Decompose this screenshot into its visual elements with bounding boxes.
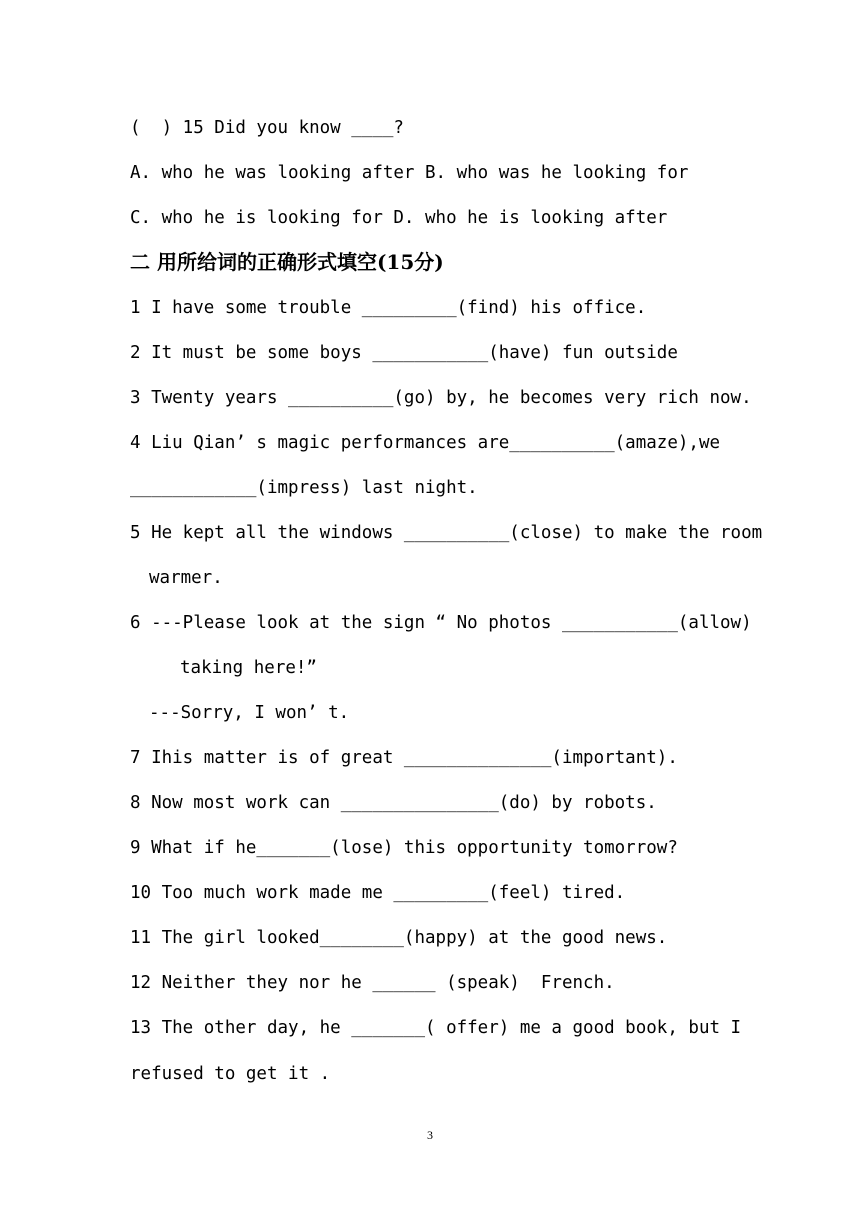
fill-item-11: 11 The girl looked________(happy) at the good news. xyxy=(130,928,668,948)
question-15-options-ab: A. who he was looking after B. who was he looking for xyxy=(130,163,689,183)
fill-item-13-continued: refused to get it . xyxy=(130,1064,331,1084)
fill-item-4: 4 Liu Qian’ s magic performances are__________(amaze),we xyxy=(130,433,721,453)
fill-item-1: 1 I have some trouble _________(find) his office. xyxy=(130,298,647,318)
fill-item-13: 13 The other day, he _______( offer) me a good book, but I xyxy=(130,1018,742,1038)
question-15-options-cd: C. who he is looking for D. who he is looking after xyxy=(130,208,668,228)
fill-item-6-reply: ---Sorry, I won’ t. xyxy=(149,703,350,723)
page-number: 3 xyxy=(427,1128,433,1142)
fill-item-9: 9 What if he_______(lose) this opportunity tomorrow? xyxy=(130,838,678,858)
fill-item-4-continued: ____________(impress) last night. xyxy=(130,478,478,498)
fill-item-12: 12 Neither they nor he ______ (speak) French. xyxy=(130,973,615,993)
fill-item-6: 6 ---Please look at the sign “ No photos ___________(allow) xyxy=(130,613,752,633)
fill-item-7: 7 Ihis matter is of great ______________(important). xyxy=(130,748,678,768)
fill-item-5: 5 He kept all the windows __________(close) to make the room xyxy=(130,523,763,543)
question-15: ( ) 15 Did you know ____? xyxy=(130,118,404,138)
fill-item-5-continued: warmer. xyxy=(149,568,223,588)
section-heading: 二 用所给词的正确形式填空(15分) xyxy=(130,250,444,274)
fill-item-6-continued: taking here!” xyxy=(180,658,317,678)
fill-item-8: 8 Now most work can _______________(do) by robots. xyxy=(130,793,657,813)
fill-item-10: 10 Too much work made me _________(feel) tired. xyxy=(130,883,626,903)
fill-item-3: 3 Twenty years __________(go) by, he becomes very rich now. xyxy=(130,388,752,408)
fill-item-2: 2 It must be some boys ___________(have) fun outside xyxy=(130,343,678,363)
